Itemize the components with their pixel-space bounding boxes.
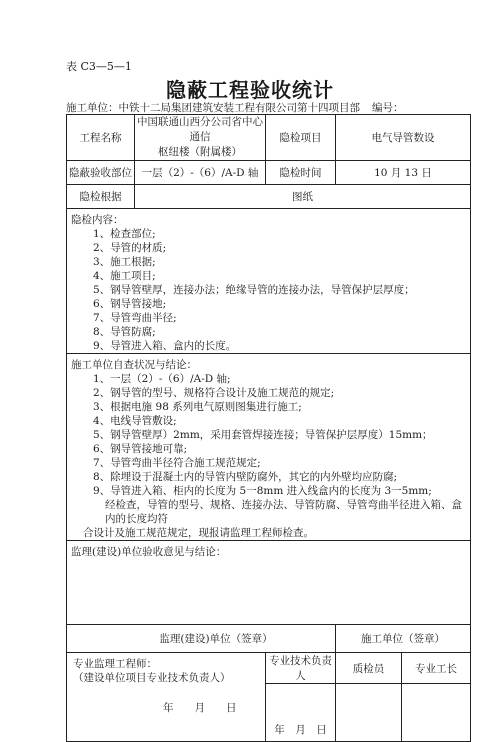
basis-value: 图纸: [135, 185, 471, 209]
acceptance-form-table: [66, 114, 471, 742]
unit-sign-row: [67, 625, 471, 653]
inspection-item-label: 隐检项目: [266, 115, 336, 161]
inspection-item-value: 电气导管数设: [336, 115, 471, 161]
opinion-label: 监理(建设)单位验收意见与结论：: [71, 546, 227, 558]
content-row: [67, 209, 471, 354]
project-value-line2: 枢纽楼（附属楼）: [158, 146, 242, 158]
content-item: 8、导管防腐;: [93, 326, 156, 338]
project-label: 工程名称: [67, 115, 135, 161]
engineer-sign-cell: [67, 653, 266, 742]
page-title: 隐蔽工程验收统计: [166, 78, 334, 102]
self-check-item: 5、钢导管壁厚）2mm，采用套管焊接连接；导管保护层厚度）15mm；: [93, 429, 433, 441]
self-check-item: 6、钢导管接地可靠;: [93, 443, 188, 455]
self-check-conclusion-cont: 合设计及施工规范规定，现报请监理工程师检查。: [83, 527, 314, 539]
self-check-item: 1、一层（2）-（6）/A-D 轴;: [93, 373, 231, 385]
number-label: 编号：: [372, 102, 404, 114]
signature-header-row: [67, 653, 471, 684]
engineer-line2: （建设单位项目专业技术负责人）: [73, 672, 231, 684]
self-check-item: 9、导管进入箱、柜内的长度为 5一8mm 进入线盒内的长度为 3一5mm;: [93, 485, 432, 497]
basis-label: 隐检根据: [67, 185, 135, 209]
basis-row: [67, 185, 471, 209]
tech-lead-label: 专业技术负责人: [266, 653, 336, 684]
part-value: 一层（2）-（6）/A-D 轴: [135, 161, 266, 185]
time-value: 10 月 13 日: [336, 161, 471, 185]
project-value-line1: 中国联通山西分公司省中心通信: [137, 116, 263, 143]
content-item: 5、钢导管壁厚，连接办法；绝缘导管的连接办法，导管保护层厚度；: [93, 284, 415, 296]
content-item: 3、施工根据;: [93, 256, 156, 268]
content-item: 7、导管弯曲半径;: [93, 312, 177, 324]
foreman-label: 专业工长: [402, 653, 471, 684]
self-check-item: 3、根据电施 98 系列电气原则图集进行施工;: [93, 401, 302, 413]
time-label: 隐检时间: [266, 161, 336, 185]
self-check-item: 7、导管弯曲半径符合施工规范规定;: [93, 457, 261, 469]
self-check-item: 8、除埋设于混凝土内的导管内壁防腐外，其它的内外壁均应防腐;: [93, 471, 398, 483]
engineer-line1: 专业监理工程师：: [73, 658, 157, 670]
supervision-opinion: [67, 541, 471, 625]
qc-sign: [336, 684, 402, 742]
part-label: 隐蔽验收部位: [67, 161, 135, 185]
inspection-content: [67, 209, 471, 354]
part-row: [67, 161, 471, 185]
self-check-row: [67, 354, 471, 541]
content-item: 4、施工项目;: [93, 270, 156, 282]
content-item: 6、钢导管接地;: [93, 298, 167, 310]
supervision-unit-sign: 监理(建设)单位（签章）: [67, 625, 336, 653]
content-item: 9、导管进入箱、盒内的长度。: [93, 340, 237, 352]
tech-lead-sign: [266, 684, 336, 742]
self-check-item: 2、钢导管的型号、规格符合设计及施工规范的规定;: [93, 387, 335, 399]
construction-unit-sign: 施工单位（签章）: [336, 625, 471, 653]
self-check-conclusion: 经检查，导管的型号、规格、连接办法、导管防腐、导管弯曲半径进入箱、盒内的长度均符: [105, 499, 462, 525]
right-date: 年 月 日: [274, 724, 327, 736]
foreman-sign: [402, 684, 471, 742]
content-item: 2、导管的材质;: [93, 242, 167, 254]
qc-label: 质检员: [336, 653, 402, 684]
opinion-row: [67, 541, 471, 625]
project-value: [135, 115, 266, 161]
form-code: 表 C3—5—1: [66, 60, 132, 73]
content-item: 1、检查部位;: [93, 228, 156, 240]
construction-unit: 施工单位：中铁十二局集团建筑安装工程有限公司第十四项目部: [66, 102, 360, 114]
self-check-content: [67, 354, 471, 541]
self-check-heading: 施工单位自查状况与结论：: [71, 359, 197, 371]
engineer-date: 年 月 日: [163, 702, 237, 714]
project-row: [67, 115, 471, 161]
self-check-item: 4、电线导管敷设;: [93, 415, 177, 427]
content-heading: 隐检内容：: [71, 214, 124, 226]
